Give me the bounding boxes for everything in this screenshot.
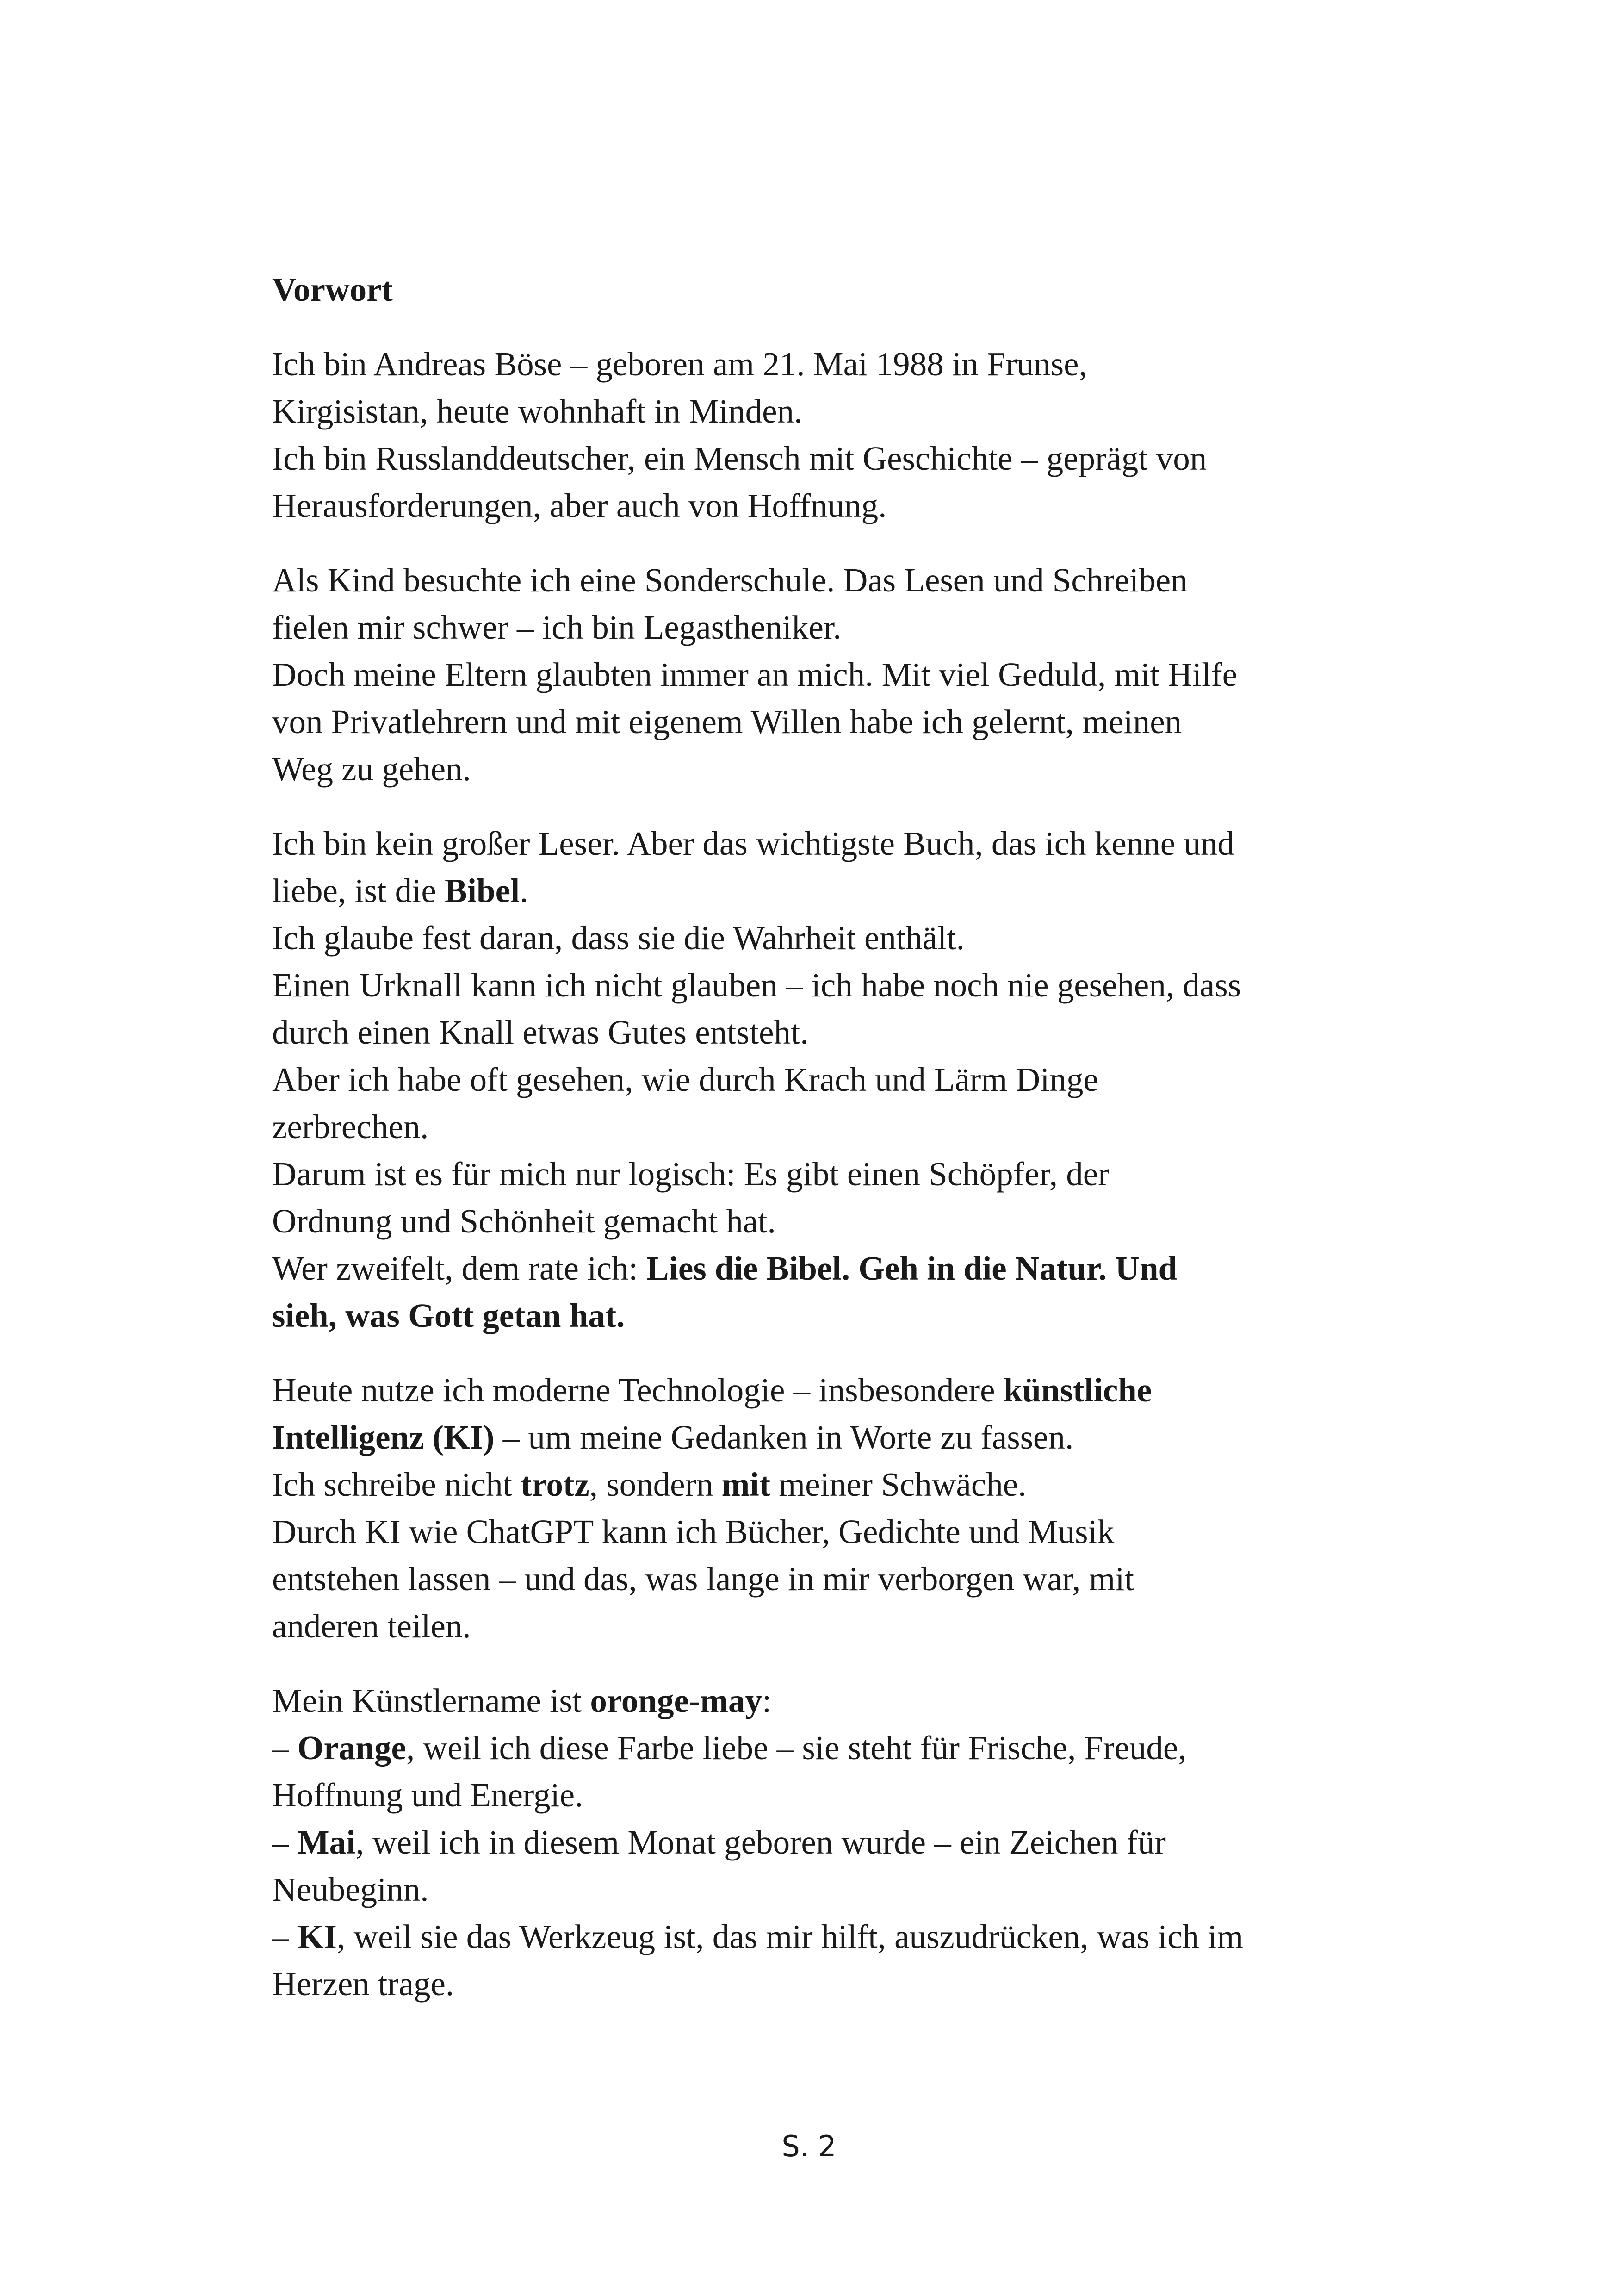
- text-line: [272, 962, 1364, 1009]
- text-line: [272, 820, 1364, 867]
- text-run: –: [272, 1823, 298, 1861]
- bold-text-run: KI: [297, 1918, 337, 1955]
- text-run: zerbrechen.: [272, 1108, 429, 1145]
- text-run: Doch meine Eltern glaubten immer an mich. Mit viel Geduld, mit Hilfe: [272, 656, 1238, 693]
- text-line: [272, 1677, 1364, 1724]
- text-line: [272, 341, 1364, 388]
- text-run: –: [272, 1918, 298, 1955]
- bold-text-run: oronge-may: [590, 1682, 763, 1719]
- text-run: Heute nutze ich moderne Technologie – insbesondere: [272, 1371, 1004, 1409]
- text-line: [272, 1461, 1364, 1508]
- text-run: Als Kind besuchte ich eine Sonderschule. Das Lesen und Schreiben: [272, 561, 1188, 599]
- text-run: Aber ich habe oft gesehen, wie durch Krach und Lärm Dinge: [272, 1061, 1098, 1098]
- text-line: [272, 1508, 1364, 1556]
- text-run: –: [272, 1729, 298, 1767]
- paragraph: [272, 1677, 1364, 2008]
- text-run: von Privatlehrern und mit eigenem Willen habe ich gelernt, meinen: [272, 703, 1182, 740]
- text-run: Herzen trage.: [272, 1965, 454, 2003]
- text-run: , weil ich diese Farbe liebe – sie steht für Frische, Freude,: [406, 1729, 1187, 1767]
- paragraph: [272, 820, 1364, 1339]
- bold-text-run: Intelligenz (KI): [272, 1419, 495, 1456]
- text-run: Einen Urknall kann ich nicht glauben – ich habe noch nie gesehen, dass: [272, 966, 1241, 1004]
- text-line: [272, 1556, 1364, 1603]
- text-line: [272, 1913, 1364, 1960]
- bold-text-run: künstliche: [1003, 1371, 1152, 1409]
- bold-text-run: Mai: [297, 1823, 356, 1861]
- text-line: [272, 867, 1364, 915]
- text-run: – um meine Gedanken in Worte zu fassen.: [494, 1419, 1074, 1456]
- text-line: [272, 651, 1364, 698]
- text-line: [272, 1198, 1364, 1245]
- text-line: [272, 1056, 1364, 1103]
- paragraph: [272, 1367, 1364, 1650]
- text-line: [272, 557, 1364, 604]
- text-line: [272, 604, 1364, 651]
- text-line: [272, 1103, 1364, 1151]
- text-line: [272, 1866, 1364, 1913]
- text-line: [272, 1009, 1364, 1056]
- text-line: [272, 1245, 1364, 1292]
- paragraph: [272, 557, 1364, 793]
- text-run: anderen teilen.: [272, 1607, 471, 1645]
- text-run: , weil sie das Werkzeug ist, das mir hilft, auszudrücken, was ich im: [336, 1918, 1244, 1955]
- page-number: S. 2: [781, 2129, 837, 2163]
- text-run: Ich glaube fest daran, dass sie die Wahrheit enthält.: [272, 919, 965, 957]
- text-line: [272, 1724, 1364, 1772]
- paragraph-list: [272, 341, 1364, 2008]
- text-run: , weil ich in diesem Monat geboren wurde – ein Zeichen für: [355, 1823, 1166, 1861]
- text-run: Wer zweifelt, dem rate ich:: [272, 1250, 646, 1287]
- text-run: meiner Schwäche.: [770, 1466, 1027, 1503]
- text-line: [272, 1414, 1364, 1461]
- text-line: [272, 1292, 1364, 1339]
- text-run: Mein Künstlername ist: [272, 1682, 590, 1719]
- text-line: [272, 1960, 1364, 2008]
- text-run: Neubeginn.: [272, 1871, 429, 1908]
- paragraph: [272, 341, 1364, 529]
- text-line: [272, 435, 1364, 482]
- text-run: .: [520, 872, 528, 909]
- bold-text-run: mit: [721, 1466, 771, 1503]
- text-line: [272, 388, 1364, 435]
- text-run: Kirgisistan, heute wohnhaft in Minden.: [272, 392, 803, 430]
- text-line: [272, 1367, 1364, 1414]
- page-title: Vorwort: [272, 271, 393, 308]
- text-run: durch einen Knall etwas Gutes entsteht.: [272, 1014, 809, 1051]
- text-run: Herausforderungen, aber auch von Hoffnung.: [272, 487, 887, 524]
- text-run: Ich bin Russlanddeutscher, ein Mensch mit Geschichte – geprägt von: [272, 440, 1207, 477]
- text-run: Hoffnung und Energie.: [272, 1776, 583, 1814]
- text-run: Ordnung und Schönheit gemacht hat.: [272, 1202, 776, 1240]
- text-run: , sondern: [589, 1466, 722, 1503]
- text-run: :: [762, 1682, 772, 1719]
- bold-text-run: Orange: [297, 1729, 406, 1767]
- text-run: liebe, ist die: [272, 872, 445, 909]
- text-line: [272, 1603, 1364, 1650]
- text-line: [272, 698, 1364, 746]
- text-run: Weg zu gehen.: [272, 750, 471, 788]
- text-run: entstehen lassen – und das, was lange in mir verborgen war, mit: [272, 1560, 1134, 1598]
- text-line: [272, 915, 1364, 962]
- text-run: fielen mir schwer – ich bin Legastheniker.: [272, 609, 842, 646]
- bold-text-run: Lies die Bibel. Geh in die Natur. Und: [646, 1250, 1178, 1287]
- bold-text-run: Bibel: [445, 872, 520, 909]
- text-run: Ich schreibe nicht: [272, 1466, 521, 1503]
- text-run: Ich bin kein großer Leser. Aber das wichtigste Buch, das ich kenne und: [272, 825, 1234, 862]
- bold-text-run: trotz: [521, 1466, 589, 1503]
- text-line: [272, 746, 1364, 793]
- text-line: [272, 1151, 1364, 1198]
- bold-text-run: sieh, was Gott getan hat.: [272, 1297, 625, 1334]
- text-run: Durch KI wie ChatGPT kann ich Bücher, Gedichte und Musik: [272, 1513, 1115, 1550]
- text-run: Ich bin Andreas Böse – geboren am 21. Mai 1988 in Frunse,: [272, 345, 1087, 383]
- text-run: Darum ist es für mich nur logisch: Es gibt einen Schöpfer, der: [272, 1155, 1110, 1193]
- document-body: [272, 266, 1364, 2035]
- text-line: [272, 1819, 1364, 1866]
- text-line: [272, 482, 1364, 529]
- text-line: [272, 1772, 1364, 1819]
